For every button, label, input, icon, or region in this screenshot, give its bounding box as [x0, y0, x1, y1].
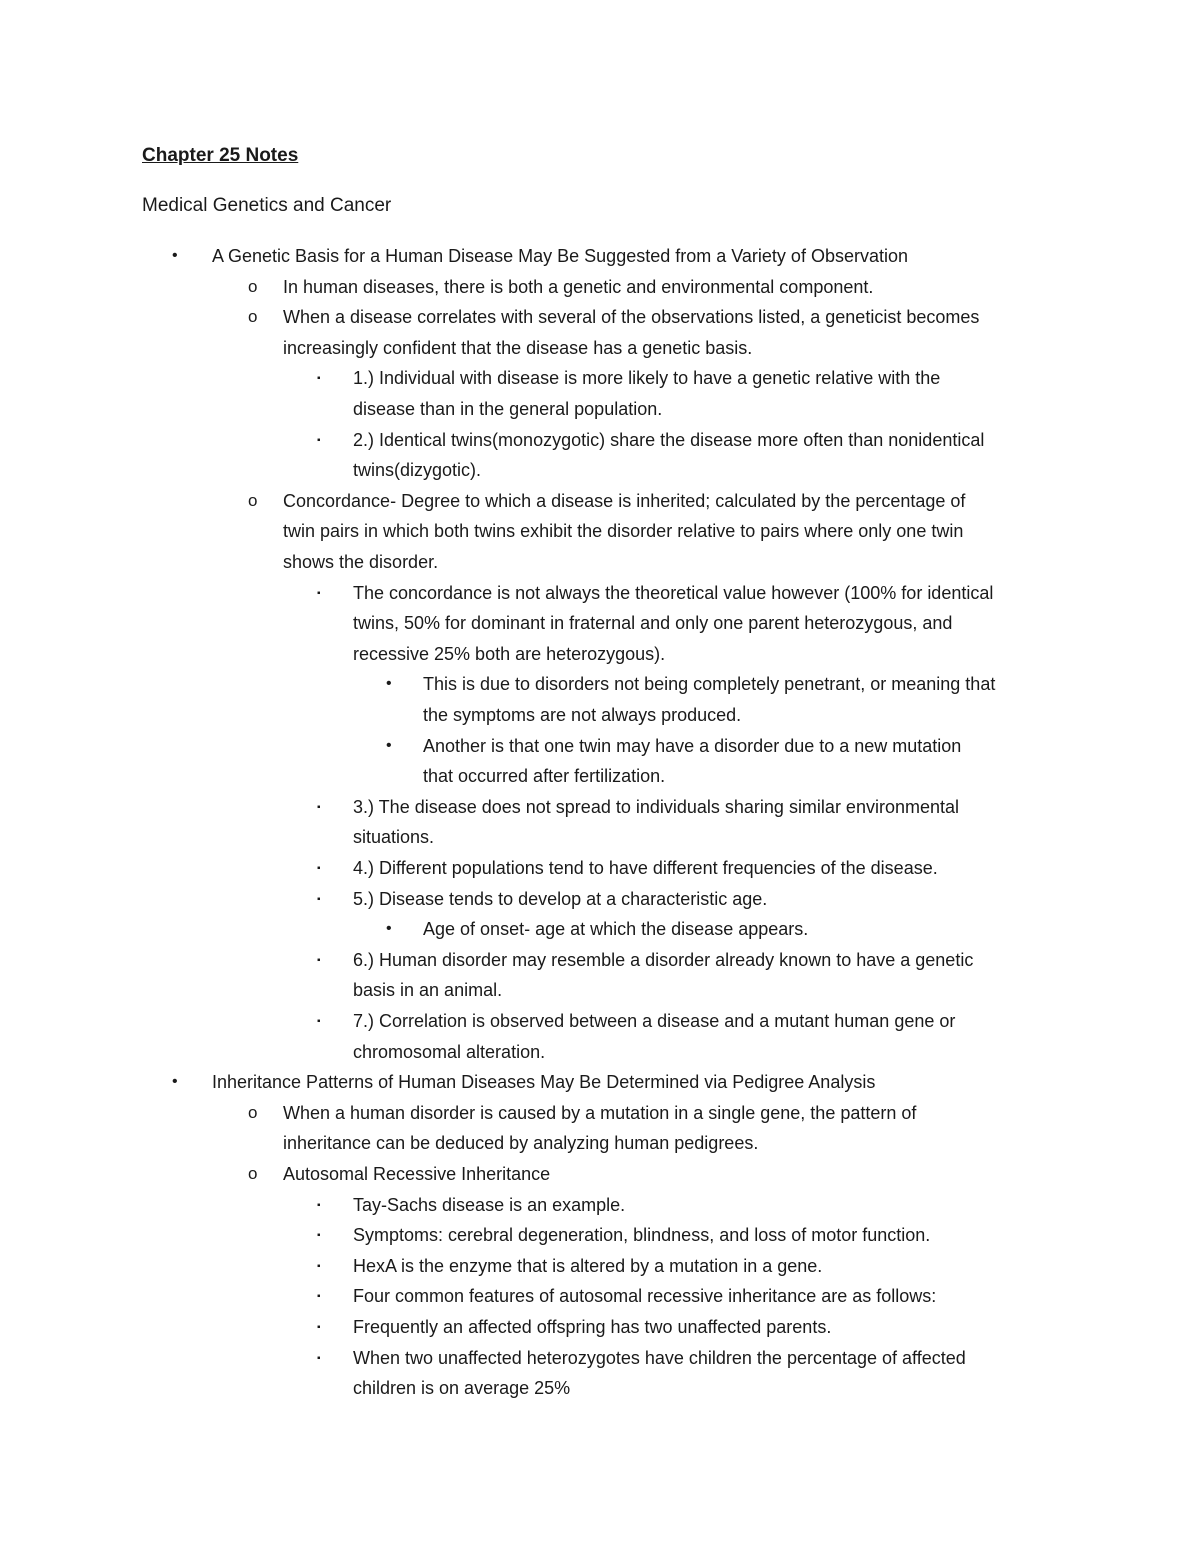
- circle-marker: o: [248, 1164, 258, 1183]
- outline-item-text: A Genetic Basis for a Human Disease May Be Suggested from a Variety of Observation: [212, 246, 908, 266]
- outline-item-text: inheritance can be deduced by analyzing human pedigrees.: [283, 1133, 759, 1154]
- outline-item-text: 5.) Disease tends to develop at a characteristic age.: [353, 888, 768, 909]
- outline-item-text: 6.) Human disorder may resemble a disorder already known to have a genetic: [353, 949, 974, 970]
- outline-item-text: twin pairs in which both twins exhibit the disorder relative to pairs where only one twin: [283, 521, 964, 542]
- outline-item-text: 3.) The disease does not spread to individuals sharing similar environmental: [353, 796, 959, 817]
- square-marker: ▪: [317, 954, 321, 966]
- square-marker: ▪: [317, 1016, 321, 1027]
- square-marker: ▪: [317, 434, 321, 446]
- bullet-marker: •: [386, 675, 392, 693]
- outline-item-text: disease than in the general population.: [353, 398, 663, 419]
- outline-item-text: The concordance is not always the theoretical value however (100% for identical: [353, 582, 994, 603]
- bullet-marker: •: [386, 920, 392, 938]
- circle-marker: o: [248, 276, 258, 296]
- outline-item-text: that occurred after fertilization.: [423, 766, 666, 787]
- outline-item-text: Tay-Sachs disease is an example.: [353, 1194, 626, 1215]
- square-marker: ▪: [317, 1199, 321, 1211]
- square-marker: ▪: [317, 1230, 321, 1242]
- outline-item-text: Another is that one twin may have a disorder due to a new mutation: [423, 735, 962, 756]
- outline-item-text: the symptoms are not always produced.: [423, 704, 742, 725]
- outline-item-text: recessive 25% both are heterozygous).: [353, 643, 666, 664]
- outline-item-text: children is on average 25%: [353, 1378, 571, 1399]
- outline-item-text: chromosomal alteration.: [353, 1041, 546, 1062]
- outline-item-text: Autosomal Recessive Inheritance: [283, 1164, 551, 1184]
- square-marker: ▪: [317, 893, 321, 905]
- document-subtitle: Medical Genetics and Cancer: [142, 195, 392, 216]
- bullet-marker: •: [172, 1073, 178, 1091]
- outline-item-text: In human diseases, there is both a genetic and environmental component.: [283, 276, 874, 297]
- square-marker: ▪: [317, 863, 321, 874]
- outline-item-text: Inheritance Patterns of Human Diseases May Be Determined via Pedigree Analysis: [212, 1072, 876, 1093]
- outline-item-text: Age of onset- age at which the disease appears.: [423, 919, 809, 940]
- square-marker: ▪: [317, 373, 321, 385]
- square-marker: ▪: [317, 1352, 321, 1364]
- outline-item-text: When a human disorder is caused by a mutation in a single gene, the pattern of: [283, 1102, 917, 1123]
- circle-marker: o: [248, 1102, 258, 1122]
- outline-item-text: This is due to disorders not being completely penetrant, or meaning that: [423, 674, 996, 695]
- outline-item-text: 7.) Correlation is observed between a disease and a mutant human gene or: [353, 1011, 956, 1031]
- square-marker: ▪: [317, 1291, 321, 1303]
- outline-item-text: 4.) Different populations tend to have different frequencies of the disease.: [353, 858, 938, 878]
- square-marker: ▪: [317, 587, 321, 599]
- circle-marker: o: [248, 490, 258, 510]
- outline-item-text: Frequently an affected offspring has two unaffected parents.: [353, 1317, 832, 1337]
- square-marker: ▪: [317, 1260, 321, 1272]
- outline-item-text: twins(dizygotic).: [353, 460, 482, 481]
- outline-item-text: twins, 50% for dominant in fraternal and only one parent heterozygous, and: [353, 613, 953, 634]
- outline-item-text: shows the disorder.: [283, 551, 439, 572]
- document-title: Chapter 25 Notes: [142, 145, 299, 166]
- outline-item-text: Concordance- Degree to which a disease is inherited; calculated by the percentage of: [283, 490, 966, 511]
- outline-item-text: When a disease correlates with several of the observations listed, a geneticist becomes: [283, 307, 980, 328]
- outline-item-text: basis in an animal.: [353, 980, 503, 1001]
- outline-item-text: HexA is the enzyme that is altered by a mutation in a gene.: [353, 1255, 823, 1276]
- outline-item-text: 1.) Individual with disease is more likely to have a genetic relative with the: [353, 368, 941, 389]
- outline-item-text: When two unaffected heterozygotes have children the percentage of affected: [353, 1347, 966, 1368]
- outline-item-text: situations.: [353, 827, 435, 848]
- outline-item-text: Four common features of autosomal recessive inheritance are as follows:: [353, 1286, 937, 1307]
- circle-marker: o: [248, 307, 258, 327]
- square-marker: ▪: [317, 801, 321, 813]
- outline-item-text: increasingly confident that the disease has a genetic basis.: [283, 337, 753, 358]
- bullet-marker: •: [172, 247, 178, 264]
- outline-item-text: 2.) Identical twins(monozygotic) share the disease more often than nonidentical: [353, 429, 985, 450]
- square-marker: ▪: [317, 1322, 321, 1333]
- bullet-marker: •: [386, 736, 392, 754]
- outline-item-text: Symptoms: cerebral degeneration, blindness, and loss of motor function.: [353, 1225, 931, 1246]
